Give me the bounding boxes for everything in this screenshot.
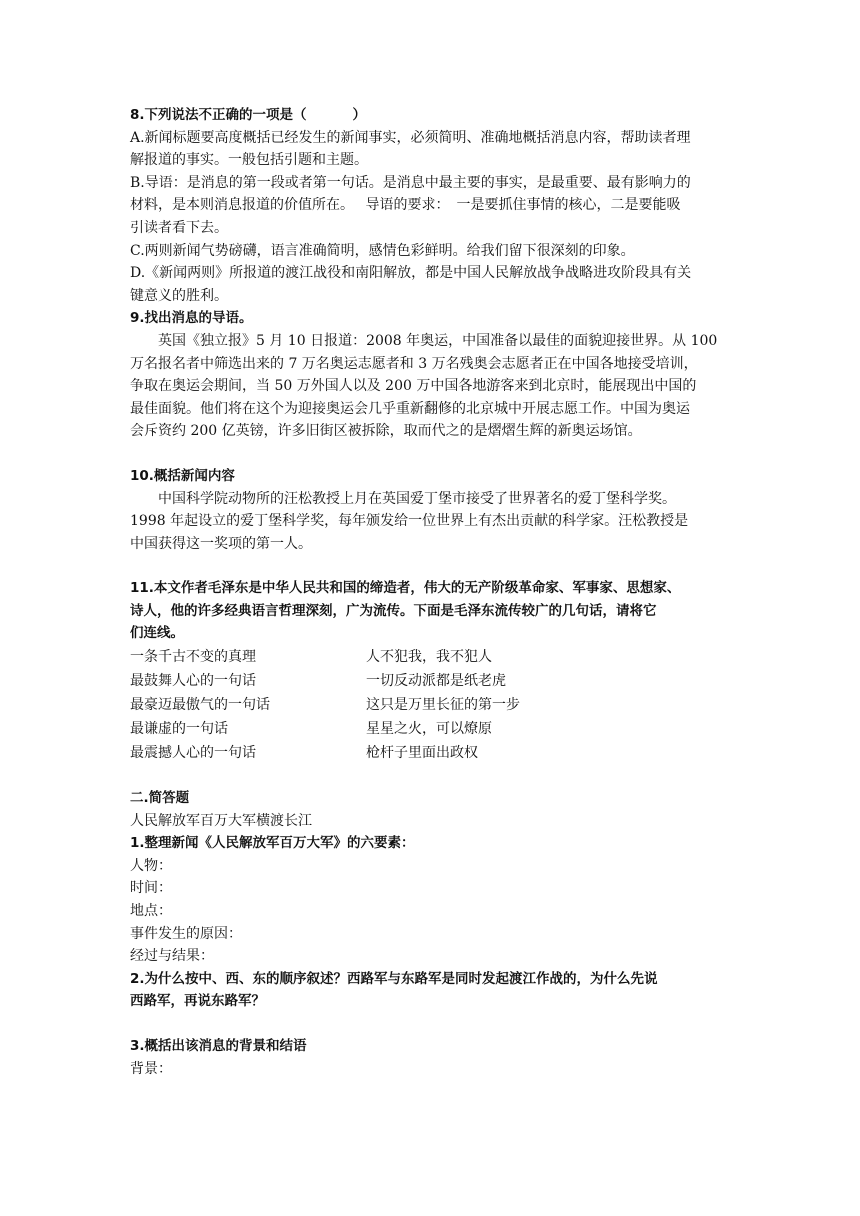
s2-q2-title-line1: 2.为什么按中、西、东的顺序叙述？西路军与东路军是同时发起渡江作战的，为什么先说 — [130, 970, 658, 987]
q10-passage-line3: 中国获得这一奖项的第一人。 — [130, 535, 312, 552]
section-2-subtitle: 人民解放军百万大军横渡长江 — [130, 812, 312, 829]
matching-left-item: 最谦虚的一句话 — [130, 721, 228, 738]
q8-option-d-line1: D.《新闻两则》所报道的渡江战役和南阳解放，都是中国人民解放战争战略进攻阶段具有关 — [130, 265, 692, 282]
matching-right-item: 一切反动派都是纸老虎 — [366, 673, 506, 690]
q9-passage-line3: 争取在奥运会期间，当 50 万外国人以及 200 万中国各地游客来到北京时，能展现出中国的 — [130, 378, 697, 395]
spacer — [130, 765, 740, 787]
spacer — [130, 1013, 740, 1035]
matching-row — [130, 693, 740, 717]
s2-q2-title-line2: 西路军，再说东路军？ — [130, 993, 265, 1010]
matching-left-item: 最震撼人心的一句话 — [130, 745, 256, 762]
field-place: 地点： — [130, 903, 172, 920]
q8-title-end: ） — [352, 107, 367, 123]
s2-q3-title: 3.概括出该消息的背景和结语 — [130, 1038, 307, 1054]
spacer — [130, 555, 740, 577]
matching-left-item: 最豪迈最傲气的一句话 — [130, 697, 270, 714]
matching-row — [130, 717, 740, 741]
q8-option-a-line1: A.新闻标题要高度概括已经发生的新闻事实，必须简明、准确地概括消息内容，帮助读者理 — [130, 129, 691, 146]
q9-title: 9.找出消息的导语。 — [130, 310, 253, 327]
section-2-title: 二.简答题 — [130, 790, 190, 807]
q9-passage-line4: 最佳面貌。他们将在这个为迎接奥运会几乎重新翻修的北京城中开展志愿工作。中国为奥运 — [130, 400, 690, 417]
q9-passage-line5: 会斥资约 200 亿英镑，许多旧街区被拆除，取而代之的是熠熠生辉的新奥运场馆。 — [130, 423, 642, 440]
field-cause: 事件发生的原因： — [130, 925, 242, 942]
q9-passage-line1: 英国《独立报》5 月 10 日报道：2008 年奥运，中国准备以最佳的面貌迎接世界。从 100 — [158, 332, 718, 349]
q8-option-d-line2: 键意义的胜利。 — [130, 287, 228, 304]
q8-option-b-line1: B.导语：是消息的第一段或者第一句话。是消息中最主要的事实，是最重要、最有影响力的 — [130, 174, 691, 191]
matching-row — [130, 669, 740, 693]
q8-title-text: 8.下列说法不正确的一项是（ — [130, 107, 307, 123]
matching-right-item: 枪杆子里面出政权 — [366, 745, 478, 762]
q10-title: 10.概括新闻内容 — [130, 467, 235, 484]
matching-right-item: 人不犯我，我不犯人 — [366, 649, 492, 666]
field-time: 时间： — [130, 880, 172, 897]
s2-q1-title: 1.整理新闻《人民解放军百万大军》的六要素： — [130, 835, 415, 852]
matching-left-item: 最鼓舞人心的一句话 — [130, 673, 256, 690]
q11-title-line1: 11.本文作者毛泽东是中华人民共和国的缔造者，伟大的无产阶级革命家、军事家、思想家、 — [130, 580, 681, 597]
q11-title-line2: 诗人，他的许多经典语言哲理深刻，广为流传。下面是毛泽东流传较广的几句话，请将它 — [130, 602, 657, 619]
document-page — [130, 104, 740, 1080]
matching-right-item: 这只是万里长征的第一步 — [366, 697, 520, 714]
q8-option-a-line2: 解报道的事实。一般包括引题和主题。 — [130, 152, 368, 169]
matching-left-item: 一条千古不变的真理 — [130, 649, 256, 666]
q10-passage-line2: 1998 年起设立的爱丁堡科学奖，每年颁发给一位世界上有杰出贡献的科学家。汪松教授是 — [130, 513, 689, 530]
q9-passage-line2: 万名报名者中筛选出来的 7 万名奥运志愿者和 3 万名残奥会志愿者正在中国各地接受培训， — [130, 355, 698, 372]
field-process-result: 经过与结果： — [130, 948, 214, 965]
q11-title-line3: 们连线。 — [130, 625, 184, 642]
q8-title — [130, 104, 740, 127]
q8-option-b-line2: 材料，是本则消息报道的价值所在。 导语的要求： 一是要抓住事情的核心，二是要能吸 — [130, 197, 681, 214]
matching-right-item: 星星之火，可以燎原 — [366, 721, 492, 738]
spacer — [130, 443, 740, 465]
q8-option-b-line3: 引读者看下去。 — [130, 219, 228, 236]
matching-row — [130, 741, 740, 765]
q8-option-c: C.两则新闻气势磅礴，语言准确简明，感情色彩鲜明。给我们留下很深刻的印象。 — [130, 242, 635, 259]
matching-row — [130, 645, 740, 669]
q10-passage-line1: 中国科学院动物所的汪松教授上月在英国爱丁堡市接受了世界著名的爱丁堡科学奖。 — [158, 490, 676, 507]
field-background: 背景： — [130, 1060, 172, 1077]
field-people: 人物： — [130, 857, 172, 874]
